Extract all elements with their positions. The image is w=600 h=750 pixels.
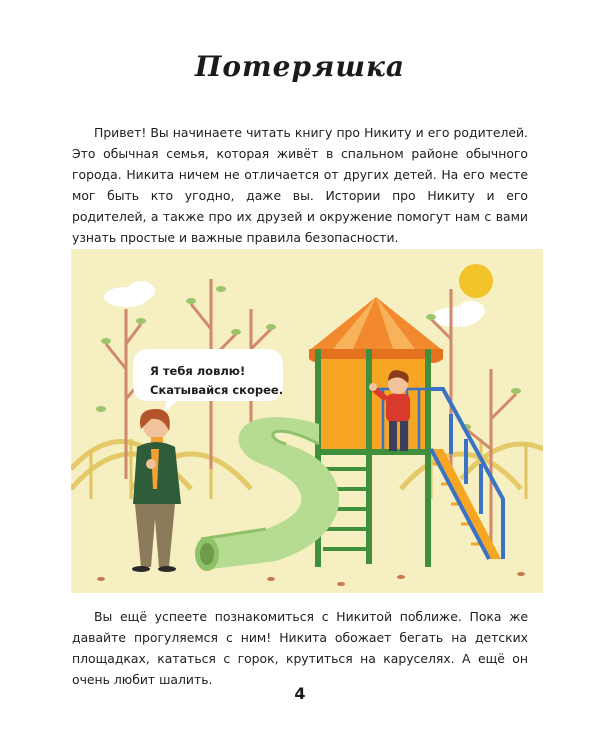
intro-paragraph: Привет! Вы начинаете читать книгу про Никиту и его родителей. Это обычная семья, которая живёт в спальном районе обычного города. Никита ничем не отличается от других детей. На его месте мог быть кто угодно, даже вы. Истории про Никиту и его родителей, а также про их друзей и окружение помогут нам с вами узнать простые и важные правила безопасности. xyxy=(72,125,528,245)
speech-line-1: Я тебя ловлю! xyxy=(150,364,246,378)
speech-bubble-text xyxy=(150,362,285,400)
cloud-icon xyxy=(104,281,485,327)
playground-illustration xyxy=(71,249,543,593)
page-title: Потеряшка xyxy=(194,50,406,83)
mother xyxy=(132,409,181,572)
page-number: 4 xyxy=(294,684,306,703)
sun-icon xyxy=(459,264,493,298)
outro-paragraph: Вы ещё успеете познакомиться с Никитой поближе. Пока же давайте прогуляемся с ним! Никита обожает бегать на детских площадках, кататься с горок, крутиться на каруселях. А ещё он очень любит шалить. xyxy=(72,609,528,687)
speech-line-2: Скатывайся скорее. xyxy=(150,383,284,397)
